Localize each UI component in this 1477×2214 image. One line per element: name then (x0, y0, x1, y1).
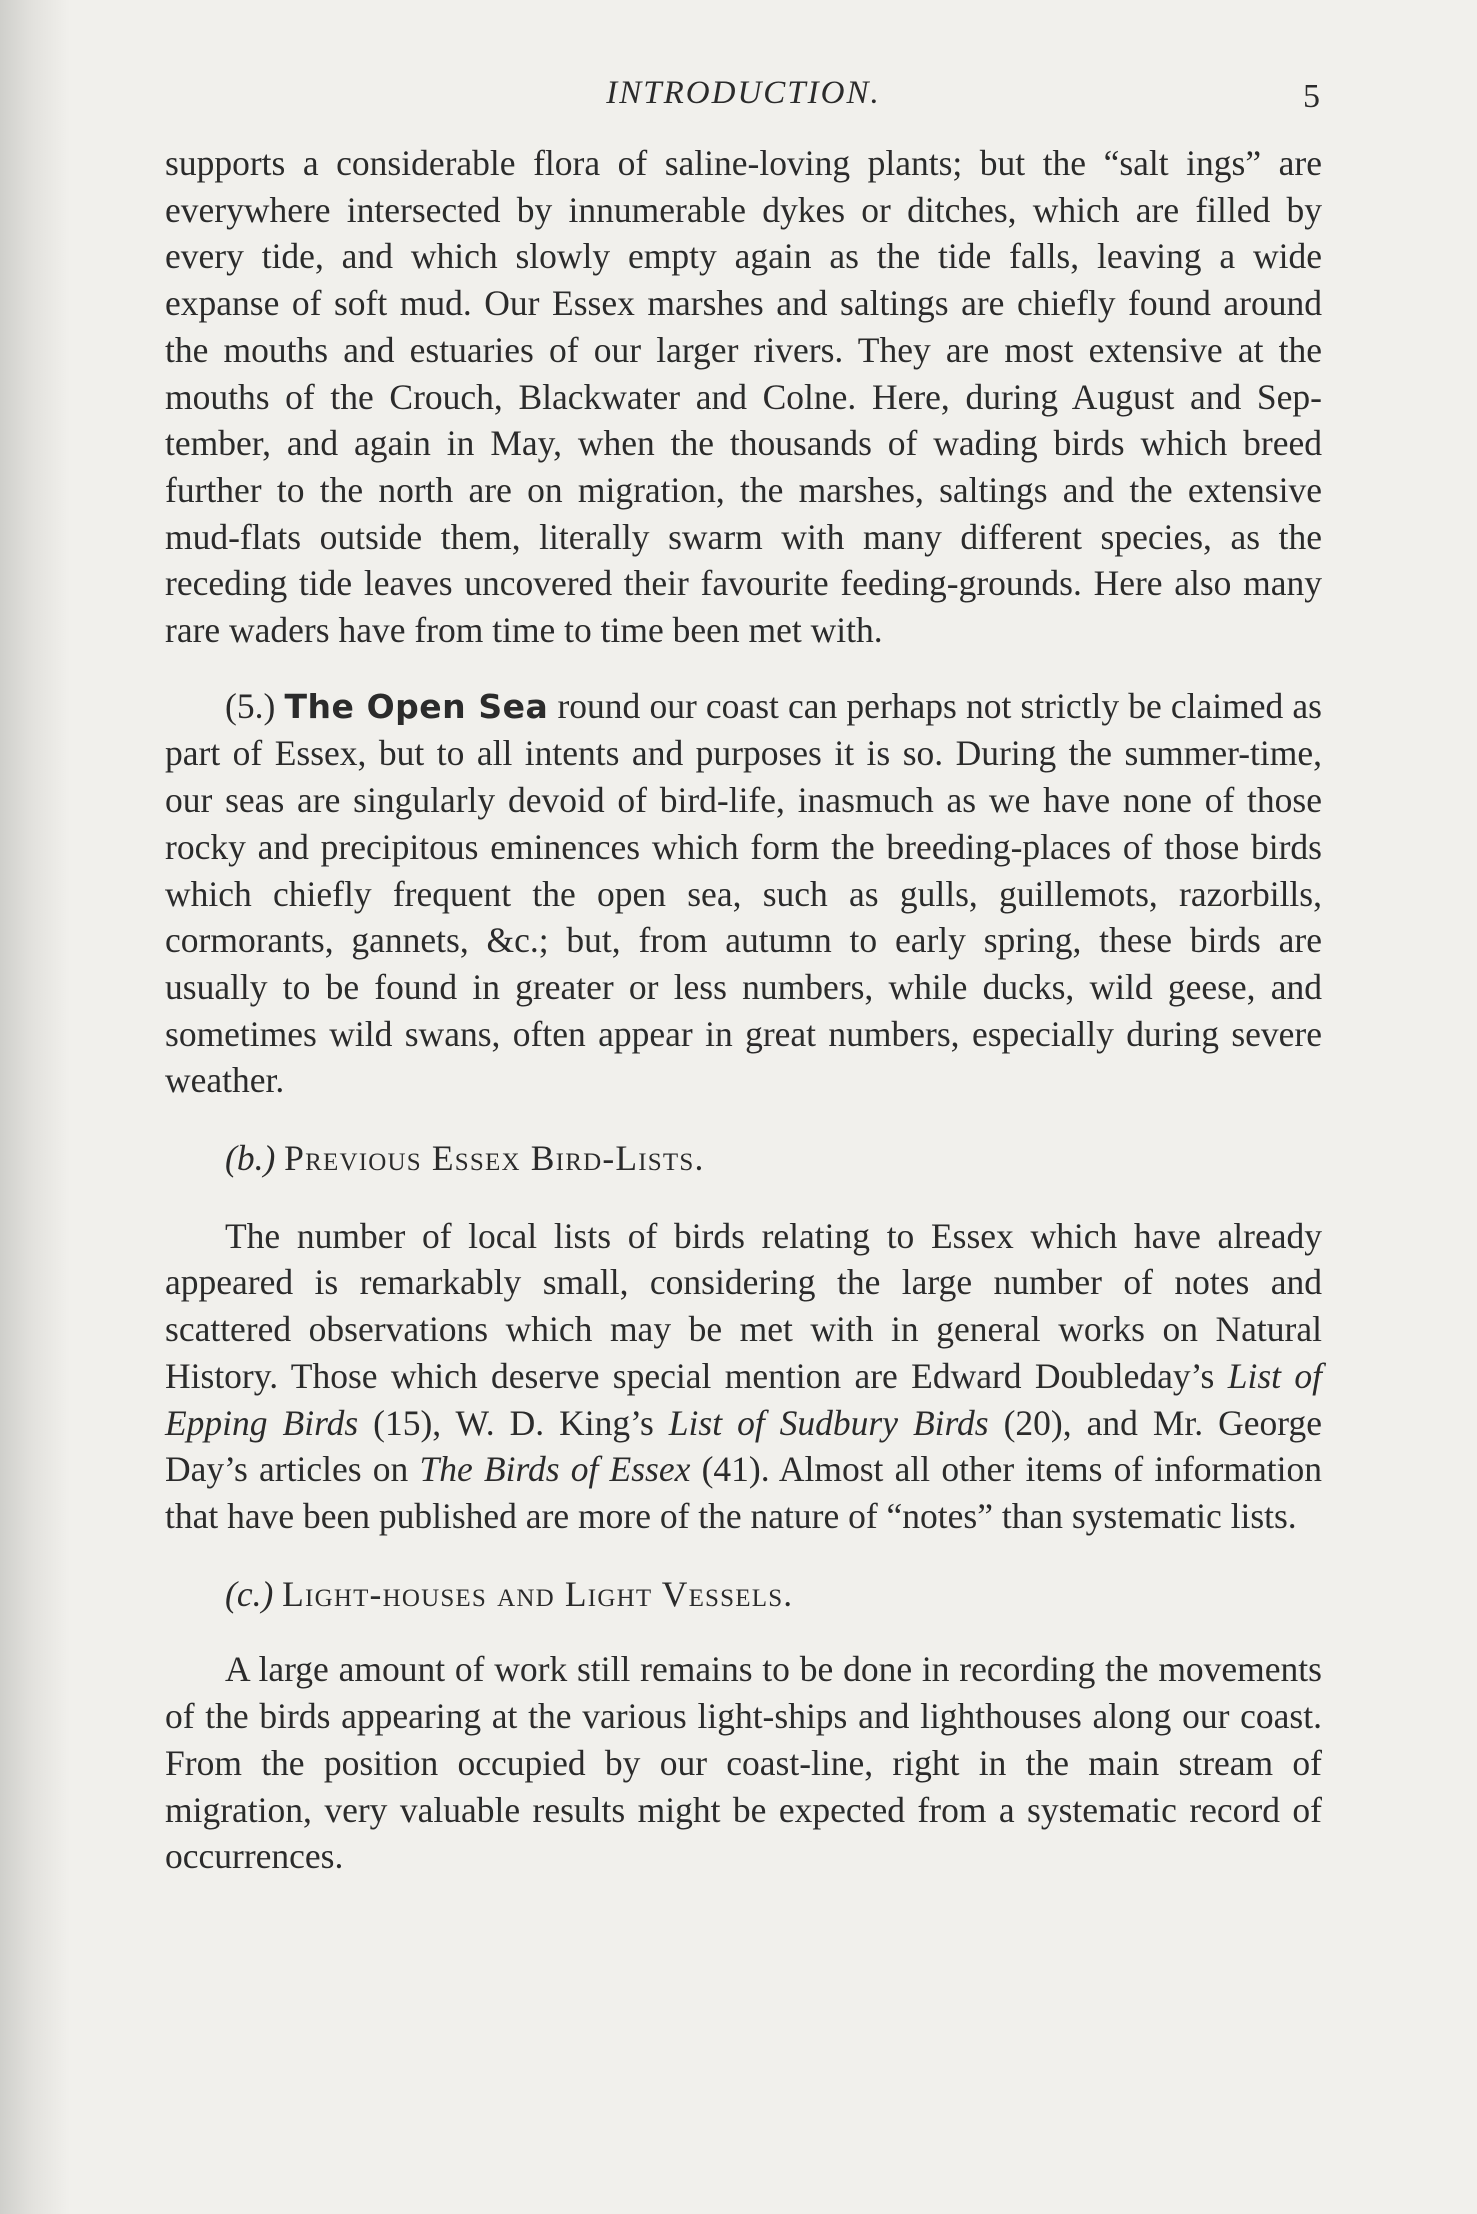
heading-text: Light-houses and Light Vessels. (282, 1573, 794, 1614)
text-run: (20), and Mr. George Day’s articles on (165, 1402, 1322, 1490)
text-run: (15), W. D. King’s (358, 1402, 669, 1443)
book-page (165, 62, 1322, 1880)
paragraph-open-sea-text: round our coast can perhaps not strictly be claimed as part of Essex, but to all intents and purposes it is so. During the summer-time, our seas are singularly devoid of bird-life, inasmuch as we have none of those rocky and precipitous eminences which form the breeding-places of those birds which chiefly frequent the open sea, such as gulls, guillemots, razorbills, cormorants, gannets, &c.; but, from autumn to early spring, these birds are usually to be found in greater or less numbers, while ducks, wild geese, and sometimes wild swans, often appear in great numbers, especially during severe weather. (165, 685, 1322, 1101)
running-head: INTRODUCTION. (606, 75, 881, 111)
text-run: (41). Almost all other items of information that have been published are more of the nature of “notes” than systematic lists. (165, 1449, 1322, 1536)
paragraph-light-houses: A large amount of work still remains to be done in recording the movements of the birds appearing at the various light-ships and lighthouses along our coast. From the position occupied by our coast-line, right in the main stream of migration, very valuable results might be expected from a systematic record of occurrences. (165, 1649, 1322, 1877)
book-title-birds-of-essex: The Birds of Essex (419, 1449, 691, 1490)
heading-text: Previous Essex Bird-Lists. (284, 1138, 705, 1179)
section-title: The Open Sea (284, 686, 549, 726)
heading-previous-lists (165, 1135, 1322, 1182)
page-gutter-shadow (0, 0, 70, 2214)
heading-light-houses (165, 1571, 1322, 1618)
paragraph-open-sea (165, 683, 1322, 1104)
heading-label: (b.) (225, 1138, 276, 1179)
text-run: The number of local lists of birds relating to Essex which have already appeared is remarkably small, considering the large number of notes and scattered observations which may be met with in general works on Natural History. Those which deserve special mention are Edward Doubleday’s (165, 1215, 1322, 1396)
heading-label: (c.) (225, 1573, 274, 1614)
page-number: 5 (1303, 78, 1320, 115)
page-header (165, 62, 1322, 115)
paragraph-previous-lists (165, 1213, 1322, 1540)
section-number: (5.) (225, 685, 276, 726)
book-title-sudbury: List of Sudbury Birds (668, 1402, 989, 1443)
paragraph-marshes: supports a considerable flora of saline-loving plants; but the “salt ings” are everywhere intersected by innumerable dykes or ditches, which are filled by every tide, and which slowly empty again as the tide falls, leaving a wide expanse of soft mud. Our Essex marshes and saltings are chiefly found around the mouths and estuaries of our larger rivers. They are most extensive at the mouths of the Crouch, Blackwater and Colne. Here, during August and Sep tember, and again in May, when the thousands of wading birds which breed further to the north are on migration, the marshes, saltings and the extensive mud-flats outside them, literally swarm with many different species, as the receding tide leaves uncovered their favourite feeding-grounds. Here also many rare waders have from time to time been met with. (165, 143, 1322, 651)
book-title-epping: List of Epping Birds (165, 1355, 1322, 1443)
